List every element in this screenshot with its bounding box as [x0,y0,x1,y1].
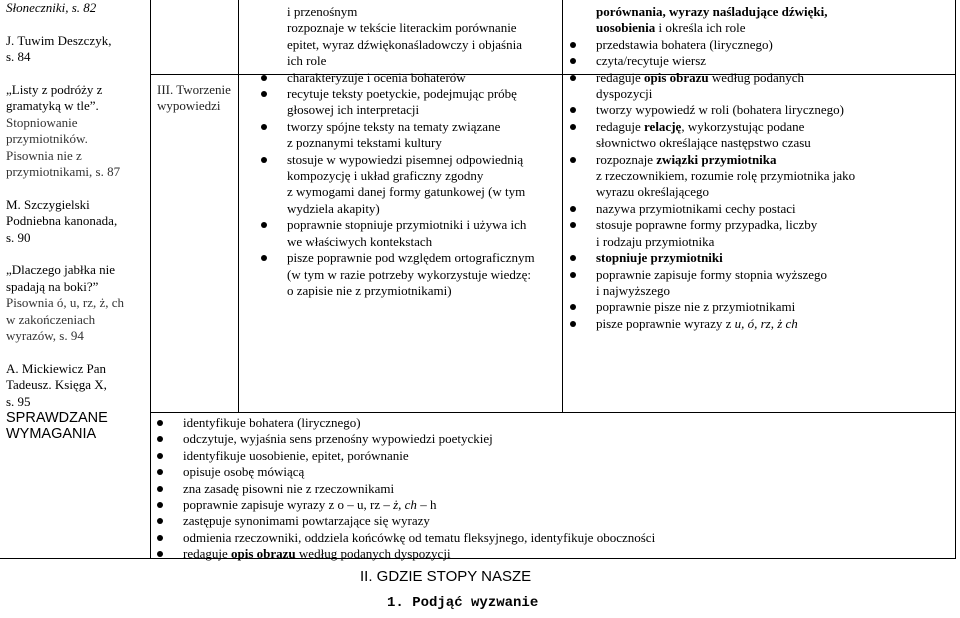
requirement-line: pisze poprawnie pod względem ortograficznym [287,250,535,266]
requirement-line: i rodzaju przymiotnika [596,233,715,249]
bullet-icon [570,157,576,163]
requirement-line: tworzy wypowiedź w roli (bohatera lirycznego) [596,102,844,118]
lesson-line: s. 90 [6,229,31,245]
lesson-line: Pisownia ó, u, rz, ż, ch [6,295,125,311]
lesson-line: Słoneczniki, s. 82 [6,0,97,15]
requirement-line: przedstawia bohatera (lirycznego) [596,36,773,52]
requirement-line: poprawnie zapisuje wyrazy z o – u, rz – ż, ch – h [183,497,437,513]
requirement-line: tworzy spójne teksty na tematy związane [287,118,501,134]
requirement-line: czyta/recytuje wiersz [596,53,707,69]
bullet-icon [261,222,267,228]
requirement-line: stosuje w wypowiedzi pisemnej odpowiednią [287,151,524,167]
bullet-icon [570,58,576,64]
area-label: wypowiedzi [157,98,221,114]
requirement-item [157,497,937,513]
requirement-item [570,152,950,201]
requirement-item [570,102,950,118]
requirement-line: rozpoznaje związki przymiotnika [596,151,777,167]
table-line [562,0,563,412]
bullet-icon [261,75,267,81]
lesson-line: gramatyką w tle”. [6,98,99,114]
requirement-line: redaguje relację, wykorzystując podane [596,118,805,134]
bullet-icon [570,272,576,278]
lesson-column [6,0,146,443]
requirement-item [261,217,561,250]
requirement-line: opisuje osobę mówiącą [183,464,305,480]
requirement-line: redaguje opis obrazu według podanych [596,69,804,85]
spacer [6,16,146,32]
requirement-item [570,70,950,103]
lesson-line: M. Szczygielski [6,196,90,212]
lesson-line: przymiotników. [6,131,88,147]
requirement-item [157,415,937,431]
lesson-line: WYMAGANIA [6,426,97,443]
bullet-icon [570,222,576,228]
requirement-line: poprawnie pisze nie z przymiotnikami [596,299,796,315]
requirement-line: kompozycję i układ graficzny zgodny [287,168,484,184]
requirement-item [570,316,950,332]
extended-requirements [570,4,950,332]
requirement-line: poprawnie zapisuje formy stopnia wyższego [596,266,828,282]
requirement-line: i najwyższego [596,282,671,298]
requirement-line: rozpoznaje w tekście literackim porównanie [287,20,517,36]
lesson-line: s. 84 [6,49,31,65]
requirement-item [570,4,950,37]
requirement-item [570,299,950,315]
requirement-item [157,431,937,447]
requirement-line: ich role [287,53,327,69]
bullet-icon [157,469,163,475]
requirement-line: o zapisie nie z przymiotnikami) [287,282,452,298]
spacer [6,66,146,82]
bullet-icon [570,107,576,113]
requirement-item [261,20,561,69]
lesson-line: wyrazów, s. 94 [6,328,84,344]
bullet-icon [261,255,267,261]
spacer [6,344,146,360]
requirement-line: epitet, wyraz dźwiękonaśladowczy i objaśnia [287,36,522,52]
lesson-line: w zakończeniach [6,311,96,327]
area-label: III. Tworzenie [157,82,231,97]
requirement-item [261,250,561,299]
requirement-line: z wymogami danej formy gatunkowej (w tym [287,184,526,200]
bullet-icon [570,206,576,212]
lesson-line: Podniebna kanonada, [6,213,118,229]
bullet-icon [261,91,267,97]
requirement-line: we właściwych kontekstach [287,233,433,249]
basic-requirements [261,4,561,299]
table-line [150,412,955,413]
requirement-list [570,4,950,332]
area-column [157,82,237,115]
requirement-item [261,86,561,119]
requirement-line: (w tym w razie potrzeby wykorzystuje wiedzę: [287,266,532,282]
lesson-line: Pisownia nie z [6,147,82,163]
bullet-icon [157,420,163,426]
requirement-item [261,152,561,218]
requirement-line: charakteryzuje i ocenia bohaterów [287,69,466,85]
bullet-icon [570,124,576,130]
bullet-icon [261,124,267,130]
requirement-line: wydziela akapity) [287,200,380,216]
requirement-line: identyfikuje bohatera (lirycznego) [183,415,361,430]
requirement-item [570,37,950,53]
lesson-line: „Dlaczego jabłka nie [6,262,115,278]
requirement-item [261,70,561,86]
requirement-line: recytuje teksty poetyckie, podejmując próbę [287,86,517,102]
spacer [6,180,146,196]
requirement-line: wyrazu określającego [596,184,709,200]
requirement-line: z poznanymi tekstami kultury [287,135,442,151]
requirement-item [570,53,950,69]
requirement-line: pisze poprawnie wyrazy z u, ó, rz, ż ch [596,315,798,331]
requirement-item [570,217,950,250]
bullet-icon [157,535,163,541]
requirement-item [157,448,937,464]
table-line [955,0,956,558]
requirement-list [261,4,561,299]
table-line [238,0,239,412]
bullet-icon [570,255,576,261]
requirement-item [157,530,937,546]
section-subtitle: 1. Podjąć wyzwanie [387,595,539,611]
requirement-line: porównania, wyrazy naśladujące dźwięki, [596,4,828,19]
bullet-icon [157,453,163,459]
requirement-line: identyfikuje uosobienie, epitet, porównanie [183,447,409,463]
spacer [6,246,146,262]
requirement-list [157,415,937,563]
requirement-item [157,546,937,562]
table-line [150,0,151,558]
requirement-line: słownictwo określające następstwo czasu [596,135,811,151]
lesson-line: s. 95 [6,393,31,409]
bullet-icon [157,518,163,524]
bullet-icon [570,304,576,310]
bullet-icon [157,486,163,492]
checked-requirements [157,415,937,563]
requirement-line: odczytuje, wyjaśnia sens przenośny wypowiedzi poetyckiej [183,431,493,447]
requirement-item [261,4,561,20]
lesson-line: „Listy z podróży z [6,82,103,97]
requirement-line: z rzeczownikiem, rozumie rolę przymiotnika jako [596,168,856,184]
requirement-line: i przenośnym [287,4,358,19]
requirement-item [157,481,937,497]
requirement-line: odmienia rzeczowniki, oddziela końcówkę od tematu fleksyjnego, identyfikuje oboczności [183,529,656,545]
requirement-line: głosowej ich interpretacji [287,102,420,118]
requirement-item [570,250,950,266]
lesson-line: J. Tuwim Deszczyk, [6,32,112,48]
requirement-item [570,201,950,217]
bullet-icon [570,42,576,48]
requirement-item [261,119,561,152]
lesson-line: Stopniowanie [6,114,78,130]
bullet-icon [261,157,267,163]
bullet-icon [157,502,163,508]
lesson-line: A. Mickiewicz Pan [6,360,107,376]
lesson-line: Tadeusz. Księga X, [6,377,107,393]
requirement-line: zastępuje synonimami powtarzające się wyrazy [183,513,430,529]
requirement-line: dyspozycji [596,86,653,102]
requirement-line: uosobienia i określa ich role [596,20,746,36]
bullet-icon [570,75,576,81]
bullet-icon [570,321,576,327]
requirement-line: nazywa przymiotnikami cechy postaci [596,200,796,216]
lesson-line: SPRAWDZANE [6,410,108,427]
requirement-item [570,267,950,300]
requirement-line: redaguje opis obrazu według podanych dyspozycji [183,546,451,562]
lesson-line: przymiotnikami, s. 87 [6,164,121,180]
lesson-line: spadają na boki?” [6,278,99,294]
section-title: II. GDZIE STOPY NASZE [360,568,532,585]
requirement-line: poprawnie stopniuje przymiotniki i używa ich [287,217,527,233]
requirement-item [157,513,937,529]
bullet-icon [157,551,163,557]
requirement-line: stopniuje przymiotniki [596,250,723,266]
bullet-icon [157,436,163,442]
requirement-item [157,464,937,480]
requirement-item [570,119,950,152]
requirement-line: zna zasadę pisowni nie z rzeczownikami [183,480,395,496]
requirement-line: stosuje poprawne formy przypadka, liczby [596,217,818,233]
